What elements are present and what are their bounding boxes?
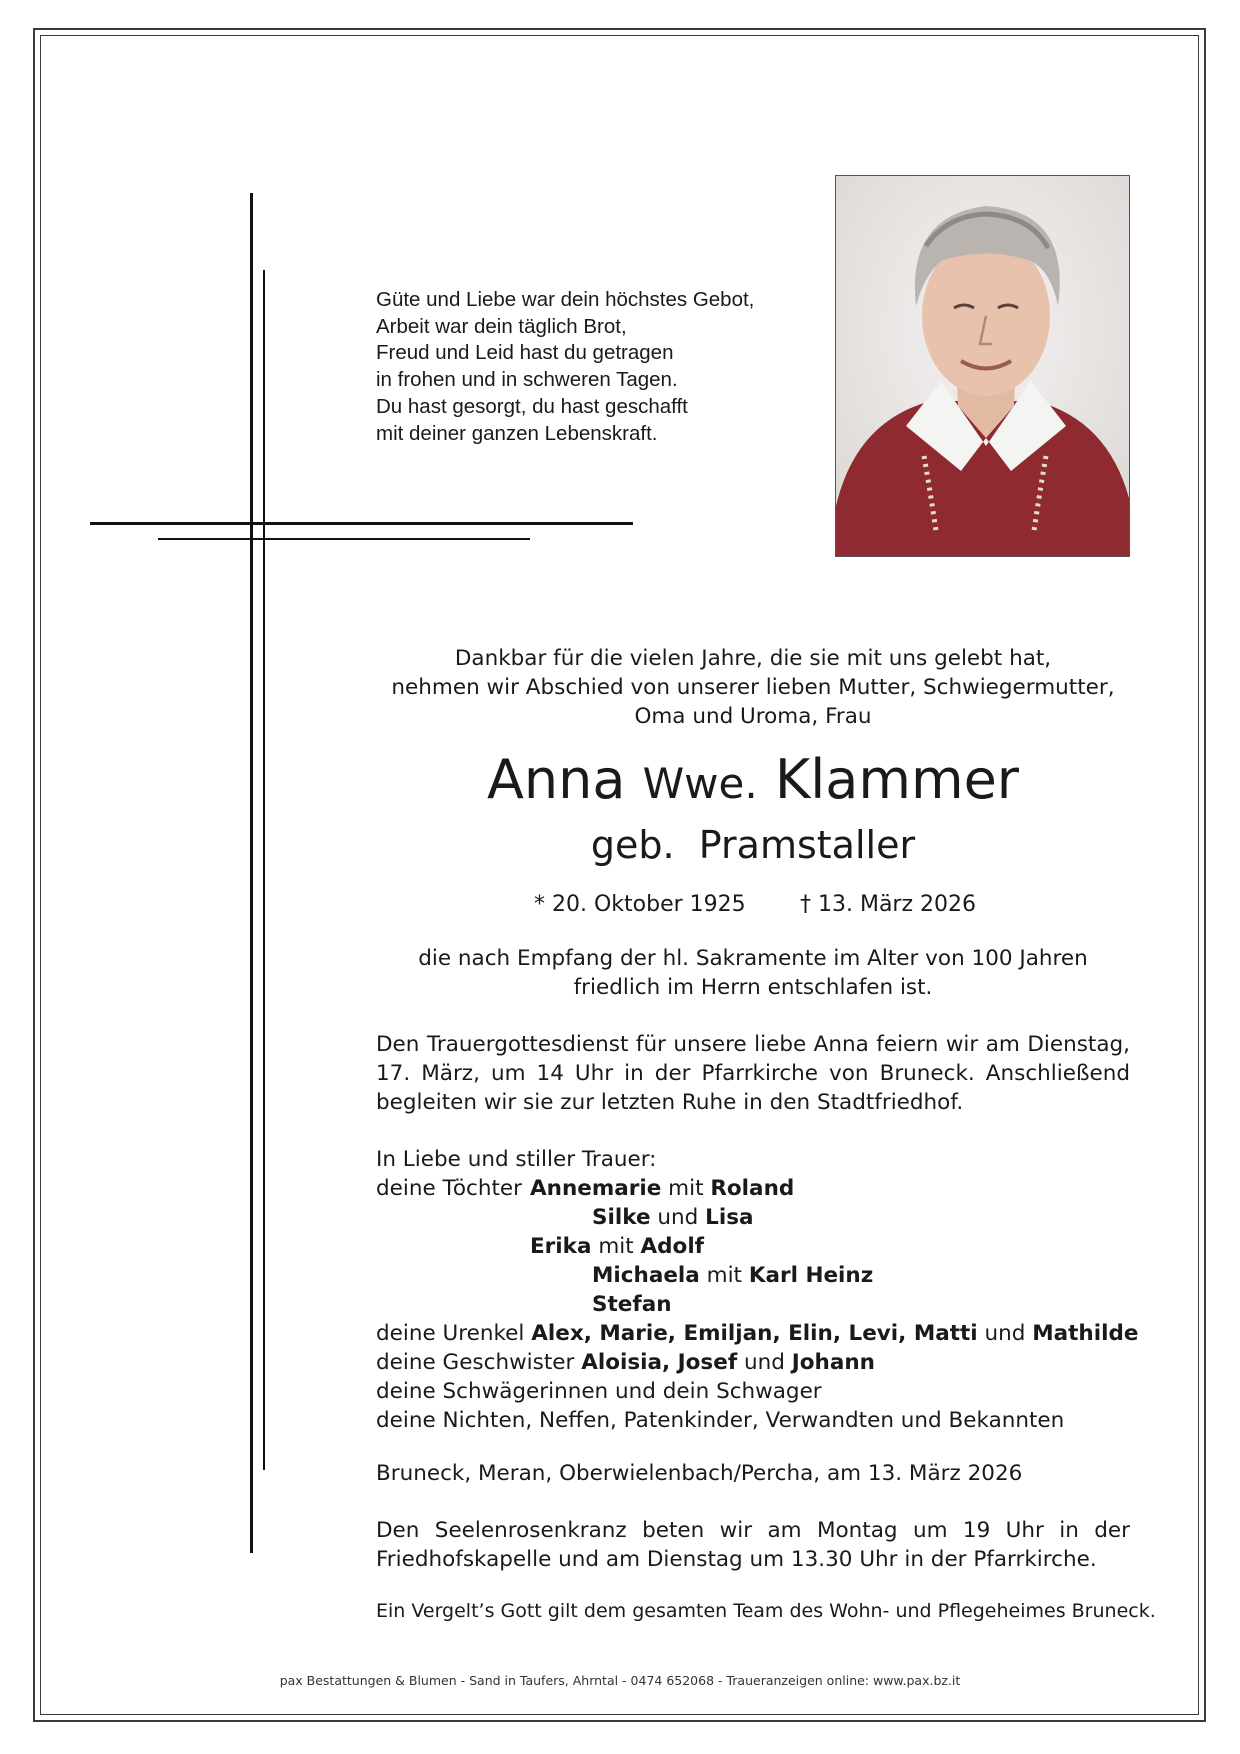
death-line: die nach Empfang der hl. Sakramente im Alter von 100 Jahren — [418, 946, 1088, 971]
death-text — [376, 944, 1130, 1002]
inlaws-line: deine Schwägerinnen und dein Schwager — [376, 1379, 822, 1404]
portrait-photo — [835, 175, 1130, 557]
death-date: † 13. März 2026 — [800, 892, 977, 917]
mourner-name: Alex, Marie, Emiljan, Elin, Levi, Matti — [531, 1321, 978, 1346]
poem-line: Güte und Liebe war dein höchstes Gebot, — [376, 288, 755, 311]
mourner-name: Mathilde — [1032, 1321, 1139, 1346]
maiden-prefix: geb. — [590, 823, 675, 867]
deceased-name — [376, 748, 1130, 816]
connector: und — [984, 1321, 1026, 1346]
connector: mit — [706, 1263, 742, 1288]
funeral-text: Den Trauergottesdienst für unsere liebe Anna feiern wir am Dienstag, 17. März, um 14 Uhr in der Pfarrkirche von Bruneck. Anschließend begleiten wir sie zur letzten Ruhe in den Stadtfriedhof. — [376, 1032, 1130, 1115]
connector: und — [657, 1205, 699, 1230]
poem-line: in frohen und in schweren Tagen. — [376, 368, 678, 392]
poem-line: Du hast gesorgt, du hast geschafft — [376, 394, 688, 418]
connector: und — [744, 1350, 785, 1375]
intro-text — [376, 644, 1130, 731]
first-name: Anna — [486, 748, 626, 811]
mourner-name: Erika — [530, 1234, 592, 1259]
death-line: friedlich im Herrn entschlafen ist. — [573, 975, 933, 1000]
last-name: Klammer — [774, 748, 1020, 811]
relatives-line: deine Nichten, Neffen, Patenkinder, Verwandten und Bekannten — [376, 1408, 1065, 1433]
siblings-label: deine Geschwister — [376, 1350, 575, 1375]
birth-date: * 20. Oktober 1925 — [534, 892, 746, 917]
thanks-text: Ein Vergelt’s Gott gilt dem gesamten Team des Wohn- und Pflegeheimes Bruneck. — [376, 1600, 1156, 1622]
mourner-name: Johann — [791, 1350, 875, 1375]
mourner-name: Silke — [592, 1205, 651, 1230]
poem-line: mit deiner ganzen Lebenskraft. — [376, 421, 658, 445]
mourner-name: Michaela — [592, 1263, 700, 1288]
mourners-heading: In Liebe und stiller Trauer: — [376, 1147, 657, 1172]
intro-line: Oma und Uroma, Frau — [634, 704, 872, 729]
intro-line: nehmen wir Abschied von unserer lieben Mutter, Schwiegermutter, — [391, 675, 1115, 700]
footer-text: pax Bestattungen & Blumen - Sand in Taufers, Ahrntal - 0474 652068 - Traueranzeigen online: www.pax.bz.it — [279, 1673, 961, 1688]
mourner-name: Karl Heinz — [748, 1263, 874, 1288]
mourner-name: Roland — [710, 1176, 795, 1201]
rosary-text: Den Seelenrosenkranz beten wir am Montag um 19 Uhr in der Friedhofskapelle und am Dienstag um 13.30 Uhr in der Pfarrkirche. — [376, 1518, 1130, 1572]
maiden-name — [376, 820, 1130, 870]
poem — [376, 287, 816, 447]
mourner-name: Annemarie — [530, 1176, 662, 1201]
mourner-name: Lisa — [705, 1205, 754, 1230]
mourners-list — [376, 1145, 1156, 1435]
widow-title: Wwe. — [642, 759, 758, 808]
mourner-name: Adolf — [640, 1234, 705, 1259]
maiden-surname: Pramstaller — [698, 823, 916, 867]
mourner-name: Aloisia, Josef — [581, 1350, 738, 1375]
great-grandchildren-label: deine Urenkel — [376, 1321, 525, 1346]
poem-line: Freud und Leid hast du getragen — [376, 341, 674, 365]
daughters-label: deine Töchter — [376, 1176, 522, 1201]
intro-line: Dankbar für die vielen Jahre, die sie mit uns gelebt hat, — [454, 646, 1052, 671]
connector: mit — [598, 1234, 634, 1259]
poem-line: Arbeit war dein täglich Brot, — [376, 314, 627, 338]
place-date: Bruneck, Meran, Oberwielenbach/Percha, am 13. März 2026 — [376, 1461, 1023, 1486]
connector: mit — [668, 1176, 704, 1201]
mourner-name: Stefan — [592, 1292, 672, 1317]
